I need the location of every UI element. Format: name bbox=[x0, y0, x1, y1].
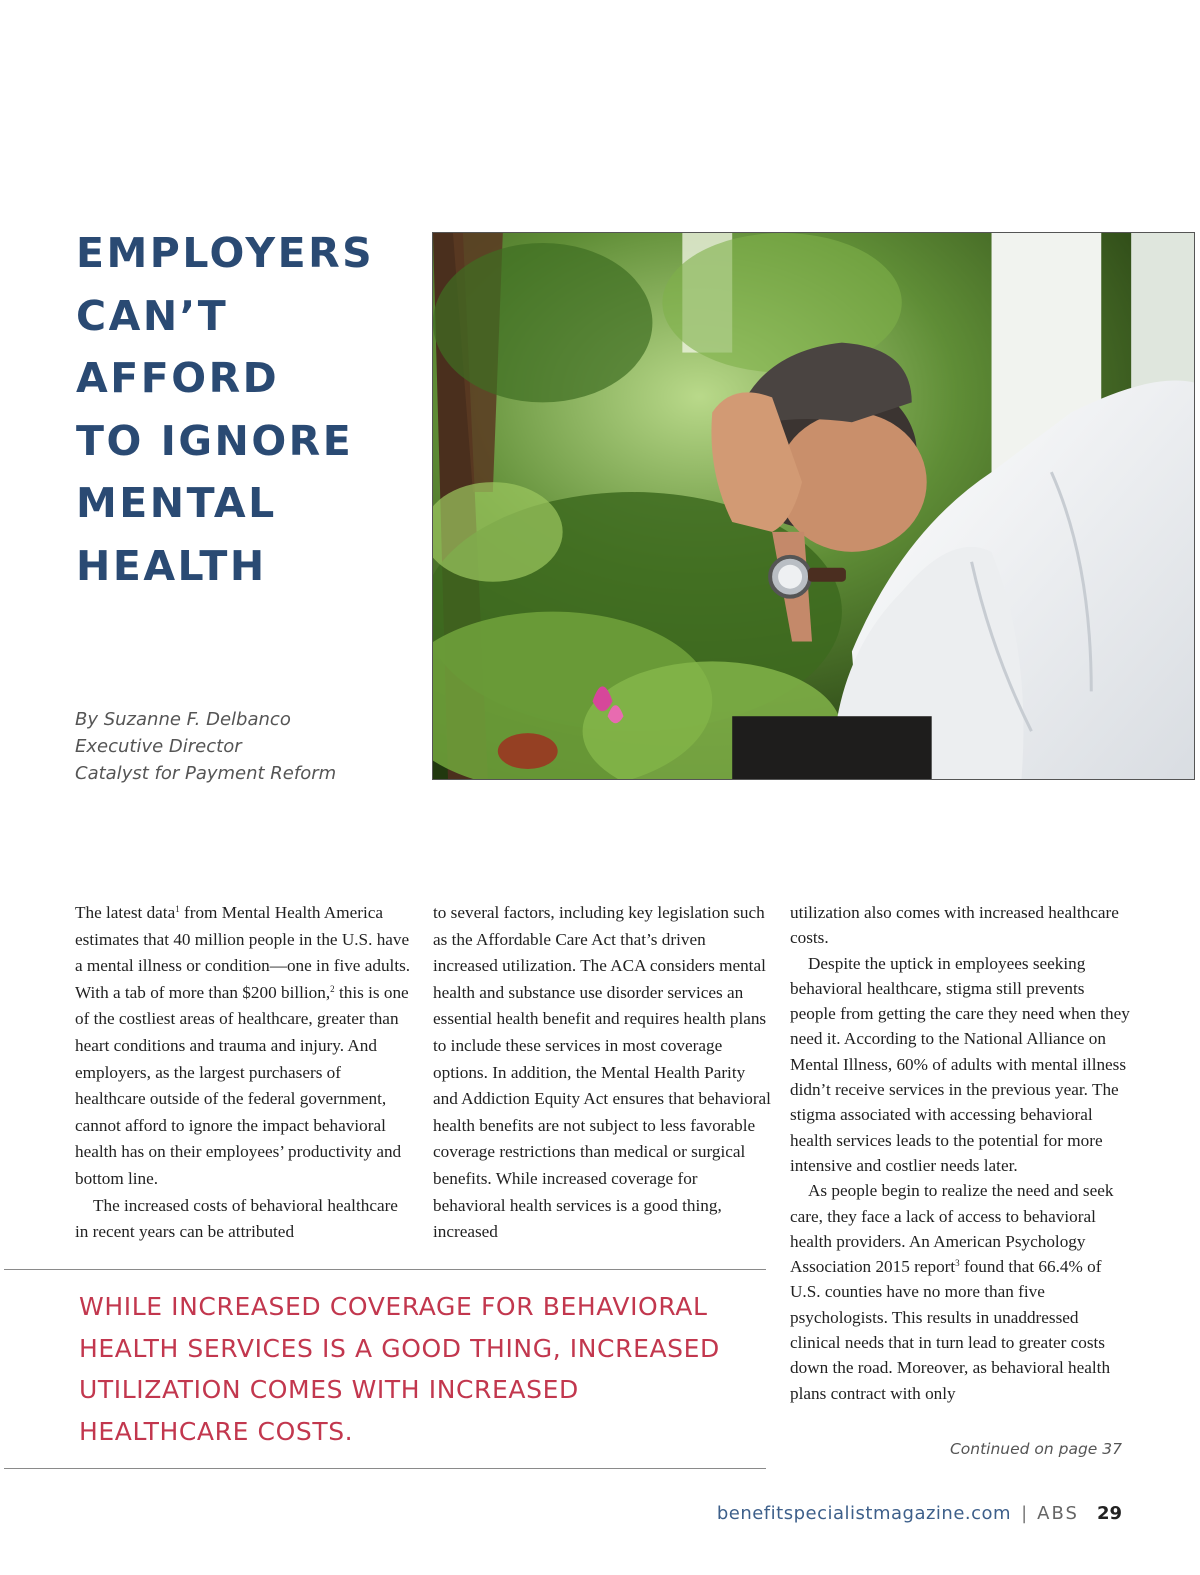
footnote-ref: 3 bbox=[955, 1258, 960, 1269]
body-paragraph: Despite the uptick in employees seeking behavioral healthcare, stigma still prevents people from getting the care they need when they need it. According to the National Alliance on Mental Illness, 60% of adults with mental illness didn’t receive services in the previous year. The stigma associated with accessing behavioral health services leads to the potential for more intensive and costlier needs later. bbox=[790, 953, 1130, 1175]
byline bbox=[75, 706, 405, 787]
body-paragraph: to several factors, including key legislation such as the Affordable Care Act that’s driven increased utilization. The ACA considers mental health and substance use disorder services an essential health benefit and requires health plans to include these services in most coverage options. In addition, the Mental Health Parity and Addiction Equity Act ensures that behavioral health benefits are not subject to less favorable coverage restrictions than medical or surgical benefits. While increased coverage for behavioral health services is a good thing, increased bbox=[433, 903, 771, 1242]
body-text: found that 66.4% of U.S. counties have no more than five psychologists. This results in unaddressed clinical needs that in turn lead to greater costs down the road. Moreover, as behavioral health plans contract with only bbox=[790, 1257, 1111, 1403]
continued-note: Continued on page 37 bbox=[949, 1440, 1122, 1458]
headline-line: CAN’T bbox=[76, 291, 229, 340]
article-headline bbox=[76, 222, 416, 597]
body-text: this is one of the costliest areas of healthcare, greater than heart conditions and trauma and injury. And employers, as the largest purchasers of healthcare outside of the federal government, cannot afford to ignore the impact behavioral health has on their employees’ productivity and bottom line. bbox=[75, 982, 409, 1188]
footer-magazine: ABS bbox=[1037, 1503, 1079, 1524]
headline-line: MENTAL bbox=[76, 479, 277, 527]
pullquote-rule-top bbox=[4, 1269, 766, 1270]
headline-line: HEALTH bbox=[76, 541, 267, 590]
byline-author: By Suzanne F. Delbanco bbox=[75, 709, 291, 730]
headline-line: EMPLOYERS bbox=[76, 229, 375, 277]
body-paragraph bbox=[790, 1178, 1130, 1406]
footer-website: benefitspecialistmagazine.com bbox=[716, 1503, 1012, 1524]
body-column-2 bbox=[433, 900, 771, 1246]
stressed-man-illustration bbox=[433, 233, 1194, 779]
footnote-ref: 1 bbox=[175, 904, 180, 914]
headline-line: AFFORD bbox=[76, 354, 280, 402]
body-column-3 bbox=[790, 900, 1130, 1406]
article-photo bbox=[432, 232, 1195, 780]
body-text: from Mental Health America estimates that 40 million people in the U.S. have a mental illness or condition—one in five adults. With a tab of more than $200 billion, bbox=[75, 903, 411, 1002]
headline-line: TO IGNORE bbox=[76, 416, 354, 465]
pull-quote: WHILE INCREASED COVERAGE FOR BEHAVIORAL HEALTH SERVICES IS A GOOD THING, INCREASED UTILIZATION COMES WITH INCREASED HEALTHCARE COSTS. bbox=[79, 1292, 720, 1446]
footer-separator: | bbox=[1021, 1503, 1028, 1524]
pullquote-rule-bottom bbox=[4, 1468, 766, 1469]
body-paragraph bbox=[75, 900, 413, 1193]
body-text: The latest data bbox=[75, 903, 176, 922]
byline-title: Executive Director bbox=[75, 736, 242, 757]
body-paragraph: The increased costs of behavioral healthcare in recent years can be attributed bbox=[75, 1195, 398, 1242]
body-paragraph: utilization also comes with increased healthcare costs. bbox=[790, 903, 1119, 948]
footnote-ref: 2 bbox=[330, 983, 335, 994]
byline-org: Catalyst for Payment Reform bbox=[75, 763, 337, 784]
page-number: 29 bbox=[1096, 1503, 1122, 1524]
body-column-1 bbox=[75, 900, 413, 1246]
body-text: As people begin to realize the need and seek care, they face a lack of access to behavioral health providers. An American Psychology Association 2015 report bbox=[790, 1181, 1114, 1277]
page-footer bbox=[717, 1503, 1122, 1524]
